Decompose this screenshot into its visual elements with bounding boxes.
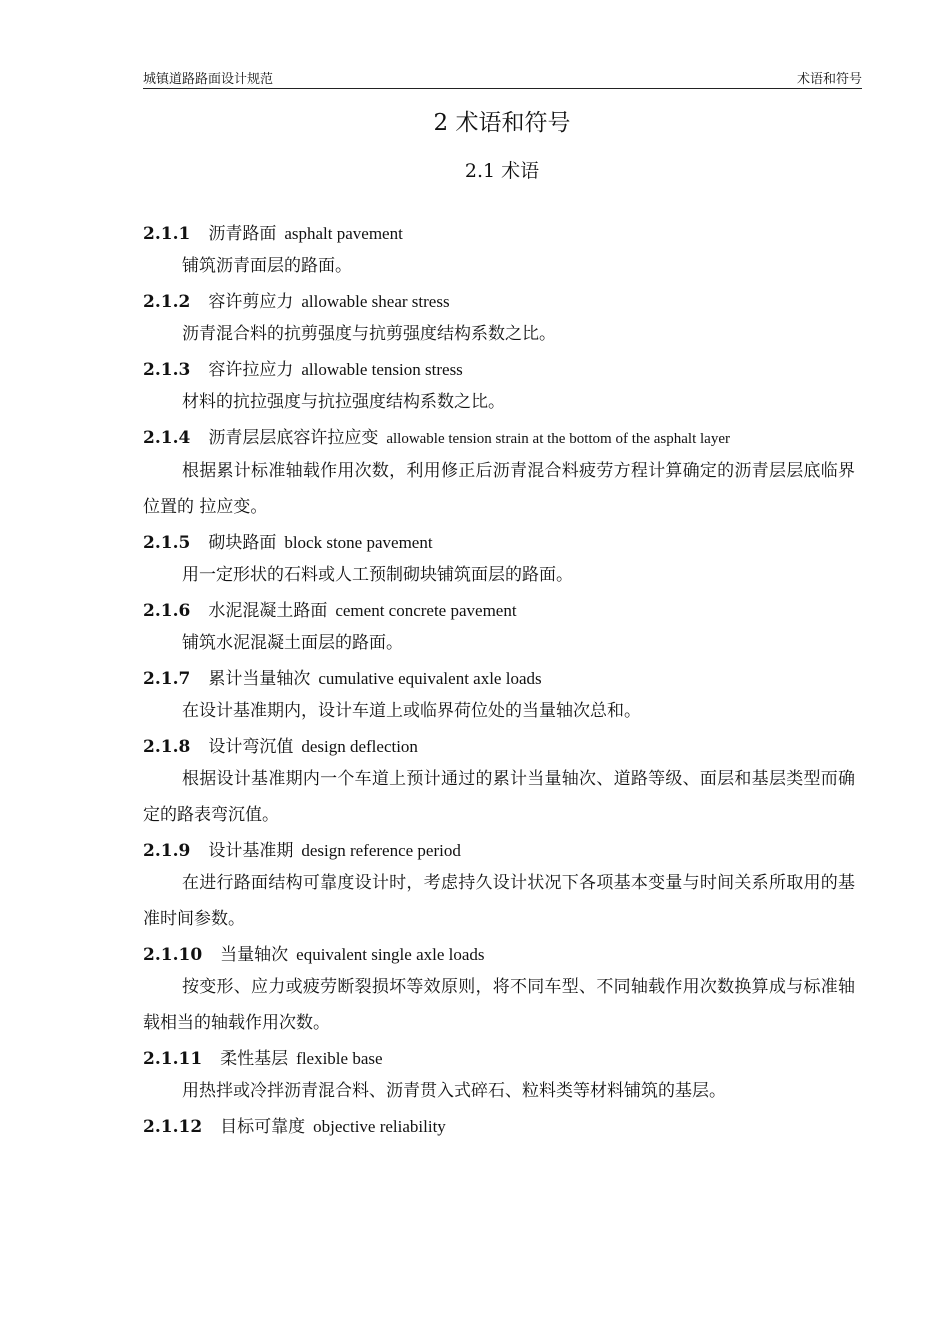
term-english: design deflection — [301, 737, 418, 756]
term-number: 2.1.4 — [143, 428, 191, 448]
term-definition: 在设计基准期内，设计车道上或临界荷位处的当量轴次总和。 — [182, 701, 641, 721]
chapter-title: 2 术语和符号 — [433, 110, 571, 136]
term-english: allowable tension strain at the bottom of the asphalt layer — [386, 431, 730, 447]
section-title: 2.1 术语 — [464, 160, 540, 182]
term-number: 2.1.8 — [143, 737, 191, 757]
term-english: cement concrete pavement — [335, 601, 517, 620]
term-entry — [143, 1113, 855, 1141]
term-definition: 铺筑水泥混凝土面层的路面。 — [182, 633, 403, 653]
term-chinese: 累计当量轴次 — [208, 669, 311, 689]
term-english: objective reliability — [313, 1117, 446, 1136]
term-number: 2.1.10 — [143, 945, 203, 965]
term-chinese: 目标可靠度 — [220, 1117, 306, 1137]
term-english: cumulative equivalent axle loads — [318, 669, 542, 688]
term-chinese: 柔性基层 — [220, 1049, 289, 1069]
term-definition: 按变形、应力或疲劳断裂损坏等效原则，将不同车型、不同轴载作用次数换算成与标准轴载相当的轴载作用次数。 — [143, 977, 855, 1033]
term-english: design reference period — [301, 841, 461, 860]
term-chinese: 容许剪应力 — [208, 292, 294, 312]
term-entry — [143, 665, 855, 729]
terms-list — [143, 220, 855, 1141]
term-definition: 沥青混合料的抗剪强度与抗剪强度结构系数之比。 — [182, 324, 556, 344]
term-chinese: 容许拉应力 — [208, 360, 294, 380]
term-entry — [143, 837, 855, 937]
term-number: 2.1.7 — [143, 669, 191, 689]
header-chapter-name: 术语和符号 — [796, 72, 862, 87]
term-number: 2.1.6 — [143, 601, 191, 621]
term-number: 2.1.12 — [143, 1117, 203, 1137]
term-definition: 用热拌或冷拌沥青混合料、沥青贯入式碎石、粒料类等材料铺筑的基层。 — [182, 1081, 726, 1101]
page-header — [143, 66, 862, 89]
term-english: allowable shear stress — [301, 292, 450, 311]
term-number: 2.1.2 — [143, 292, 191, 312]
term-entry — [143, 424, 855, 525]
term-entry — [143, 529, 855, 593]
term-english: equivalent single axle loads — [296, 945, 485, 964]
term-definition: 根据累计标准轴载作用次数，利用修正后沥青混合料疲劳方程计算确定的沥青层层底临界位置的 拉应变。 — [143, 461, 855, 517]
term-number: 2.1.5 — [143, 533, 191, 553]
term-number: 2.1.3 — [143, 360, 191, 380]
term-entry — [143, 288, 855, 352]
term-english: block stone pavement — [284, 533, 433, 552]
term-english: asphalt pavement — [284, 224, 403, 243]
term-entry — [143, 941, 855, 1041]
term-chinese: 设计基准期 — [208, 841, 294, 861]
term-chinese: 当量轴次 — [220, 945, 289, 965]
term-entry — [143, 733, 855, 833]
term-number: 2.1.11 — [143, 1049, 203, 1069]
term-definition: 材料的抗拉强度与抗拉强度结构系数之比。 — [182, 392, 505, 412]
term-chinese: 沥青路面 — [208, 224, 277, 244]
term-number: 2.1.1 — [143, 224, 191, 244]
term-definition: 铺筑沥青面层的路面。 — [182, 256, 352, 276]
header-document-title: 城镇道路路面设计规范 — [143, 72, 274, 87]
term-entry — [143, 1045, 855, 1109]
term-definition: 用一定形状的石料或人工预制砌块铺筑面层的路面。 — [182, 565, 573, 585]
term-english: allowable tension stress — [301, 360, 463, 379]
term-chinese: 砌块路面 — [208, 533, 277, 553]
term-definition: 根据设计基准期内一个车道上预计通过的累计当量轴次、道路等级、面层和基层类型而确定的路表弯沉值。 — [143, 769, 855, 825]
term-entry — [143, 356, 855, 420]
term-definition: 在进行路面结构可靠度设计时，考虑持久设计状况下各项基本变量与时间关系所取用的基准时间参数。 — [143, 873, 855, 929]
term-chinese: 沥青层层底容许拉应变 — [208, 428, 379, 448]
term-chinese: 设计弯沉值 — [208, 737, 294, 757]
term-chinese: 水泥混凝土路面 — [208, 601, 328, 621]
term-english: flexible base — [296, 1049, 383, 1068]
term-entry — [143, 220, 855, 284]
term-entry — [143, 597, 855, 661]
term-number: 2.1.9 — [143, 841, 191, 861]
